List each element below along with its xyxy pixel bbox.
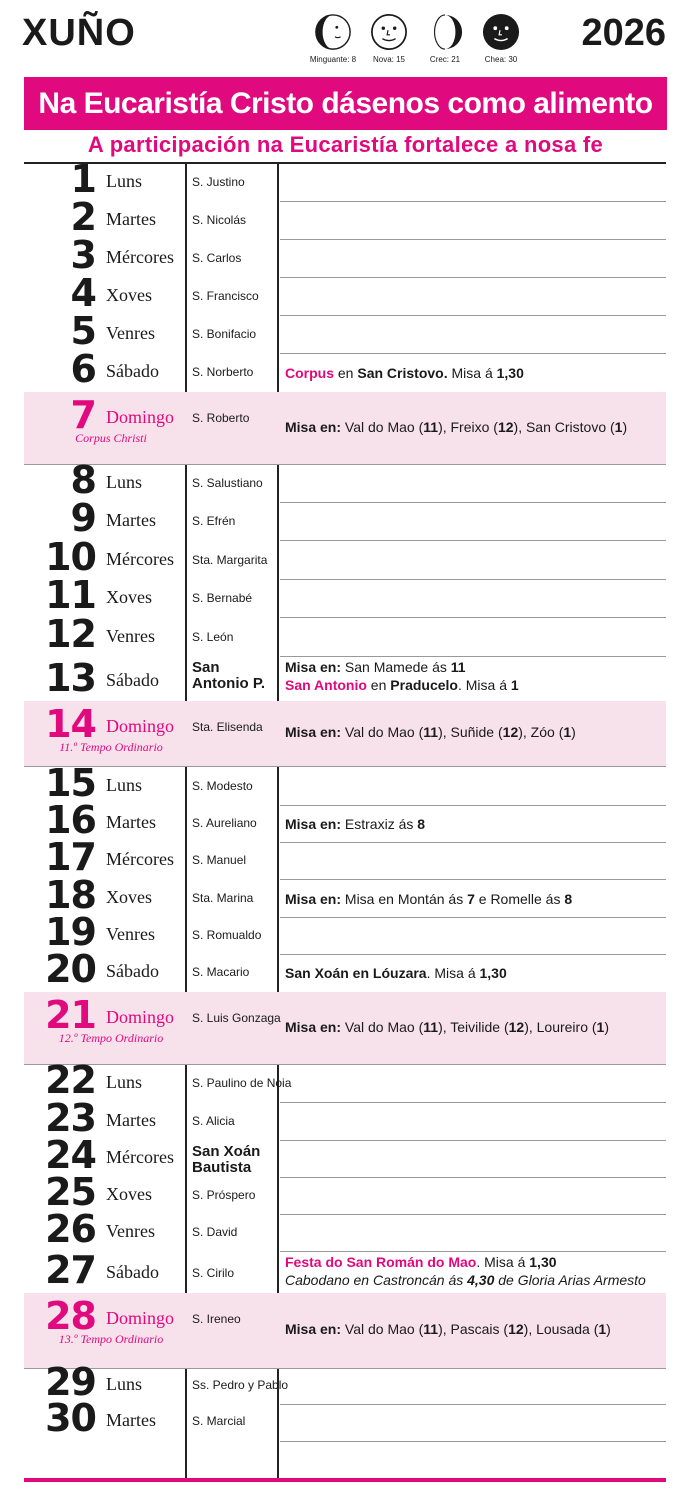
note-text: ) bbox=[606, 1321, 611, 1337]
note-value: 1 bbox=[614, 419, 623, 435]
column-divider-saint bbox=[185, 163, 187, 1478]
note-text: . Misa á bbox=[476, 1254, 530, 1270]
day-number: 17 bbox=[45, 835, 96, 879]
day-name: Xoves bbox=[106, 887, 152, 907]
event-note-2 bbox=[285, 677, 519, 693]
theme-banner: Na Eucaristía Cristo dásenos como alimento bbox=[24, 77, 667, 130]
sunday-separator bbox=[24, 1064, 666, 1065]
row-separator bbox=[280, 201, 666, 202]
day-number: 14 bbox=[45, 702, 96, 746]
column-divider-notes bbox=[277, 163, 279, 1478]
row-separator bbox=[280, 540, 666, 541]
note-value: 11 bbox=[423, 419, 439, 435]
note-value: 11 bbox=[450, 659, 466, 675]
day-number: 18 bbox=[45, 873, 96, 917]
theme-subtitle: A participación na Eucaristía fortalece a nosa fe bbox=[87, 132, 604, 157]
day-name: Domingo bbox=[106, 407, 175, 427]
day-name: Xoves bbox=[106, 1184, 152, 1204]
day-number: 28 bbox=[45, 1294, 96, 1338]
note-text: ), San Cristovo ( bbox=[513, 419, 615, 435]
day-number: 1 bbox=[70, 157, 96, 201]
saint-name: S. León bbox=[192, 630, 234, 644]
note-text: en bbox=[366, 677, 391, 693]
note-text: ), Suñide ( bbox=[438, 724, 503, 740]
note-label: Misa en: bbox=[285, 659, 342, 675]
day-name: Mércores bbox=[106, 549, 174, 569]
row-separator bbox=[280, 353, 666, 354]
moon-phase-label: Crec: 21 bbox=[429, 55, 461, 64]
day-number: 22 bbox=[45, 1058, 96, 1102]
note-value: 12 bbox=[502, 724, 519, 740]
day-number: 26 bbox=[45, 1207, 96, 1251]
saint-name: S. David bbox=[192, 1225, 238, 1239]
note-place: San Xoán en Lóuzara bbox=[285, 965, 427, 981]
saint-name: S. Marcial bbox=[192, 1414, 246, 1428]
note-value: 1 bbox=[596, 1019, 605, 1035]
note-text: . Misa á bbox=[426, 965, 480, 981]
liturgical-note: Corpus Christi bbox=[75, 431, 147, 445]
day-number: 13 bbox=[45, 656, 96, 700]
note-text: ) bbox=[571, 724, 576, 740]
day-number: 11 bbox=[45, 573, 96, 617]
note-label: Misa en: bbox=[285, 816, 342, 832]
note-value: 8 bbox=[564, 891, 573, 907]
event-note bbox=[285, 659, 466, 675]
note-time: 1,30 bbox=[479, 965, 507, 981]
event-note bbox=[285, 365, 524, 381]
row-separator bbox=[280, 805, 666, 806]
day-name: Venres bbox=[106, 924, 155, 944]
day-name: Martes bbox=[106, 510, 156, 530]
row-separator bbox=[280, 239, 666, 240]
note-value: 11 bbox=[423, 724, 439, 740]
note-value: 11 bbox=[423, 1321, 439, 1337]
day-name: Mércores bbox=[106, 247, 174, 267]
note-value: 12 bbox=[497, 419, 514, 435]
saint-line: San Xoán bbox=[192, 1143, 261, 1160]
note-text: Val do Mao ( bbox=[341, 1019, 424, 1035]
saint-name: S. Justino bbox=[192, 175, 245, 189]
saint-name: Sta. Elisenda bbox=[192, 720, 263, 734]
note-text: Val do Mao ( bbox=[341, 419, 424, 435]
note-text: en bbox=[334, 365, 358, 381]
day-name: Venres bbox=[106, 323, 155, 343]
note-label: Misa en: bbox=[285, 1321, 342, 1337]
note-label: Misa en: bbox=[285, 1019, 342, 1035]
row-separator bbox=[280, 579, 666, 580]
row-separator bbox=[280, 315, 666, 316]
note-value: 1 bbox=[510, 677, 519, 693]
saint-name: S. Ireneo bbox=[192, 1312, 241, 1326]
saint-line: San bbox=[192, 659, 220, 676]
day-number: 7 bbox=[70, 393, 96, 437]
saint-name bbox=[192, 1144, 260, 1176]
saint-name: S. Manuel bbox=[192, 853, 247, 867]
note-value: 12 bbox=[508, 1019, 525, 1035]
event-note bbox=[285, 816, 425, 832]
row-separator bbox=[280, 954, 666, 955]
saint-name: S. Carlos bbox=[192, 251, 242, 265]
day-number: 30 bbox=[45, 1396, 96, 1440]
note-text: ), Loureiro ( bbox=[524, 1019, 597, 1035]
moon-phase-waning bbox=[311, 13, 355, 64]
row-separator bbox=[280, 656, 666, 657]
note-text: ) bbox=[622, 419, 628, 435]
note-text: de Gloria Arias Armesto bbox=[494, 1272, 646, 1288]
day-number: 29 bbox=[45, 1360, 96, 1404]
waning-moon-icon bbox=[314, 13, 352, 51]
saint-line: Bautista bbox=[192, 1159, 252, 1176]
event-note-2 bbox=[285, 1272, 646, 1288]
day-name: Venres bbox=[106, 1221, 155, 1241]
day-name: Domingo bbox=[106, 716, 175, 736]
note-text: Cabodano en Castroncán ás bbox=[285, 1272, 468, 1288]
note-value: Praducelo bbox=[390, 677, 458, 693]
day-name: Martes bbox=[106, 1110, 156, 1130]
moon-phase-label: Minguante: 8 bbox=[309, 55, 357, 64]
saint-name bbox=[192, 660, 265, 692]
day-name: Sábado bbox=[106, 961, 159, 981]
note-value: 1 bbox=[598, 1321, 607, 1337]
row-separator bbox=[280, 1404, 666, 1405]
saint-name: S. Bonifacio bbox=[192, 327, 257, 341]
note-text: e Romelle ás bbox=[474, 891, 565, 907]
day-name: Mércores bbox=[106, 1147, 174, 1167]
day-name: Mércores bbox=[106, 849, 174, 869]
row-separator bbox=[280, 502, 666, 503]
day-name: Sábado bbox=[106, 361, 159, 381]
saint-name: S. Alicia bbox=[192, 1114, 235, 1128]
day-name: Martes bbox=[106, 209, 156, 229]
saint-name: S. Salustiano bbox=[192, 476, 263, 490]
note-value: 12 bbox=[508, 1321, 524, 1337]
day-number: 21 bbox=[45, 993, 96, 1037]
waxing-moon-icon bbox=[426, 13, 464, 51]
sunday-separator bbox=[24, 464, 666, 465]
row-separator bbox=[280, 1251, 666, 1252]
day-name: Martes bbox=[106, 812, 156, 832]
note-label: Misa en: bbox=[285, 419, 342, 435]
saint-name: S. Aureliano bbox=[192, 816, 257, 830]
moon-phase-label: Nova: 15 bbox=[372, 55, 406, 64]
note-label: Misa en: bbox=[285, 891, 342, 907]
note-value: 4,30 bbox=[467, 1272, 495, 1288]
day-name: Martes bbox=[106, 1410, 156, 1430]
row-separator bbox=[280, 917, 666, 918]
day-number: 19 bbox=[45, 910, 96, 954]
saint-name: S. Francisco bbox=[192, 289, 259, 303]
saint-name: S. Modesto bbox=[192, 779, 253, 793]
note-text: Estraxiz ás bbox=[341, 816, 418, 832]
day-name: Luns bbox=[106, 171, 142, 191]
event-note bbox=[285, 1321, 611, 1337]
event-note bbox=[285, 724, 576, 740]
event-note bbox=[285, 1254, 557, 1270]
day-number: 4 bbox=[70, 271, 96, 315]
saint-name: Sta. Margarita bbox=[192, 553, 268, 567]
note-text: ), Lousada ( bbox=[523, 1321, 599, 1337]
row-separator bbox=[280, 1441, 666, 1442]
day-number: 25 bbox=[45, 1170, 96, 1214]
note-value: 1,30 bbox=[529, 1254, 557, 1270]
saint-name: S. Paulino de Noia bbox=[192, 1076, 292, 1090]
row-separator bbox=[280, 1214, 666, 1215]
note-text: Misa á bbox=[447, 365, 497, 381]
event-note bbox=[285, 419, 627, 435]
saint-name: Ss. Pedro y Pablo bbox=[192, 1378, 289, 1392]
saint-name: S. Luis Gonzaga bbox=[192, 1011, 281, 1025]
note-highlight: San Antonio bbox=[285, 677, 367, 693]
saint-name: S. Cirilo bbox=[192, 1266, 235, 1280]
day-name: Luns bbox=[106, 775, 142, 795]
event-note bbox=[285, 1019, 609, 1035]
row-separator bbox=[280, 1177, 666, 1178]
note-text: ) bbox=[604, 1019, 610, 1035]
saint-line: Antonio P. bbox=[192, 675, 266, 692]
day-number: 23 bbox=[45, 1096, 96, 1140]
row-separator bbox=[280, 842, 666, 843]
day-name: Luns bbox=[106, 1072, 142, 1092]
event-note bbox=[285, 965, 507, 981]
day-name: Sábado bbox=[106, 1262, 159, 1282]
new-moon-icon bbox=[370, 13, 408, 51]
day-number: 24 bbox=[45, 1133, 96, 1177]
day-number: 12 bbox=[45, 612, 96, 656]
row-separator bbox=[280, 1102, 666, 1103]
note-value: 1,30 bbox=[496, 365, 524, 381]
day-name: Domingo bbox=[106, 1308, 175, 1328]
row-separator bbox=[280, 617, 666, 618]
note-text: . Misa á bbox=[457, 677, 511, 693]
moon-phase-new bbox=[367, 13, 411, 64]
note-value: 11 bbox=[423, 1019, 439, 1035]
day-name: Luns bbox=[106, 472, 142, 492]
moon-phase-full bbox=[479, 13, 523, 64]
note-highlight: Festa do San Román do Mao bbox=[285, 1254, 477, 1270]
liturgical-note: 13.º Tempo Ordinario bbox=[58, 1332, 164, 1346]
sunday-separator bbox=[24, 1368, 666, 1369]
day-number: 10 bbox=[45, 535, 96, 579]
saint-name: S. Nicolás bbox=[192, 213, 247, 227]
day-number: 2 bbox=[70, 195, 96, 239]
saint-name: S. Macario bbox=[192, 965, 250, 979]
liturgical-note: 11.º Tempo Ordinario bbox=[59, 740, 163, 754]
note-value: 7 bbox=[467, 891, 475, 907]
saint-name: S. Próspero bbox=[192, 1188, 256, 1202]
day-name: Xoves bbox=[106, 285, 152, 305]
note-text: San Mamede ás bbox=[341, 659, 451, 675]
saint-name: S. Romualdo bbox=[192, 928, 262, 942]
saint-name: S. Bernabé bbox=[192, 591, 253, 605]
year-title: 2026 bbox=[581, 12, 666, 54]
note-text: Misa en Montán ás bbox=[341, 891, 468, 907]
note-text: ), Freixo ( bbox=[438, 419, 498, 435]
top-divider bbox=[24, 162, 666, 164]
row-separator bbox=[280, 1140, 666, 1141]
moon-phase-label: Chea: 30 bbox=[484, 55, 518, 64]
note-text: ), Pascais ( bbox=[438, 1321, 509, 1337]
moon-phase-waxing bbox=[423, 13, 467, 64]
saint-name: S. Efrén bbox=[192, 514, 236, 528]
row-separator bbox=[280, 277, 666, 278]
day-number: 6 bbox=[70, 347, 96, 391]
day-name: Domingo bbox=[106, 1007, 175, 1027]
note-value: 1 bbox=[563, 724, 572, 740]
day-number: 15 bbox=[45, 761, 96, 805]
event-note bbox=[285, 891, 572, 907]
day-number: 16 bbox=[45, 798, 96, 842]
full-moon-icon bbox=[482, 13, 520, 51]
note-value: San Cristovo. bbox=[357, 365, 448, 381]
month-title: XUÑO bbox=[22, 12, 136, 54]
note-label: Misa en: bbox=[285, 724, 342, 740]
day-name: Sábado bbox=[106, 670, 159, 690]
note-highlight: Corpus bbox=[285, 365, 334, 381]
day-number: 20 bbox=[45, 947, 96, 991]
saint-name: Sta. Marina bbox=[192, 891, 254, 905]
day-name: Venres bbox=[106, 626, 155, 646]
liturgical-note: 12.º Tempo Ordinario bbox=[58, 1031, 164, 1045]
day-number: 8 bbox=[70, 458, 96, 502]
day-number: 5 bbox=[70, 309, 96, 353]
row-separator bbox=[280, 879, 666, 880]
saint-name: S. Norberto bbox=[192, 365, 254, 379]
day-name: Luns bbox=[106, 1374, 142, 1394]
day-number: 9 bbox=[70, 496, 96, 540]
day-number: 3 bbox=[70, 233, 96, 277]
bottom-rule bbox=[24, 1478, 666, 1482]
saint-name: S. Roberto bbox=[192, 411, 250, 425]
note-text: ), Zóo ( bbox=[518, 724, 564, 740]
day-number: 27 bbox=[45, 1248, 96, 1292]
sunday-separator bbox=[24, 766, 666, 767]
note-text: Val do Mao ( bbox=[341, 724, 424, 740]
note-value: 8 bbox=[417, 816, 426, 832]
note-text: Val do Mao ( bbox=[341, 1321, 424, 1337]
note-text: ), Teivilide ( bbox=[438, 1019, 509, 1035]
day-name: Xoves bbox=[106, 587, 152, 607]
